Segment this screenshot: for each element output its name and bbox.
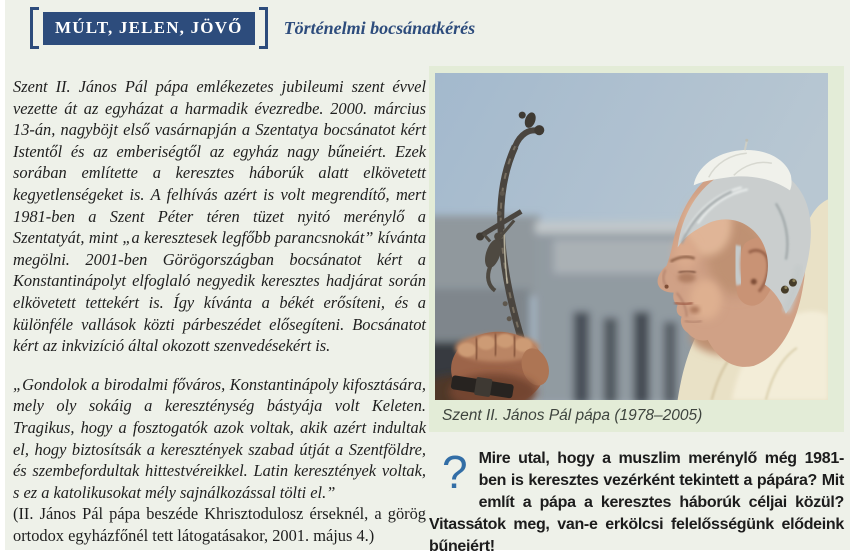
right-bracket-decoration xyxy=(259,7,268,49)
article-quote: „Gondolok a birodalmi főváros, Konstantinápoly kifosztására, mely oly sokáig a kereszténység bástyája volt Keleten. Tragikus, hogy a fosztogatók azok voltak, akik azért indultak el, hogy biztosítsák a keresztények szabad útját a Szentföldre, és szembefordultak hittestvéreikkel. Latin keresztények voltak, s ez a katolikusokat mély sajnálkozással tölti el.” xyxy=(13,374,426,502)
question-mark-icon: ? xyxy=(442,446,468,498)
question-block xyxy=(429,448,844,558)
pope-photo-illustration xyxy=(435,73,828,400)
article-citation: (II. János Pál pápa beszéde Khrisztodulosz érseknél, a görög ortodox egyházfőnél tett látogatásakor, 2001. május 4.) xyxy=(13,504,426,545)
section-header xyxy=(30,7,475,49)
figure-caption: Szent II. János Pál pápa (1978–2005) xyxy=(442,407,703,424)
pope-photo xyxy=(435,73,828,400)
section-subtitle: Történelmi bocsánatkérés xyxy=(283,17,476,38)
article-paragraph: Szent II. János Pál pápa emlékezetes jubileumi szent évvel vezette át az egyházat a harmadik évezredbe. 2000. március 13-án, nagyböjt első vasárnapján a Szentatya bocsánatot kért Istentől és az emberiségtől az egyház nagy bűneiért. Ezek sorában említette a keresztes háborúk alatt elkövetett kegyetlenségeket is. A felhívás azért is volt megrendítő, mert 1981-ben a Szent Péter téren tüzet nyitó merénylő a Szentatyát, mint „a keresztesek legfőbb parancsnokát” kívánta megölni. 2001-ben Görögországban bocsánatot kért a Konstantinápolyt elfoglaló negyedik keresztes hadjárat során elkövetett tettekért is. Így kívánta a békét erősíteni, és a különféle vallások közti párbeszédet elősegíteni. Bocsánatot kért az inkvizíció által okozott szenvedésekért is. xyxy=(13,77,426,356)
section-badge: MÚLT, JELEN, JÖVŐ xyxy=(43,12,255,45)
article-column xyxy=(13,76,426,546)
left-bracket-decoration xyxy=(30,7,39,49)
figure-panel xyxy=(429,66,844,432)
question-text: Mire utal, hogy a muszlim merénylő még 1981-ben is keresztes vezérként tekintett a pápára? Mit említ a pápa a keresztes háborúk céljai közül? Vitassátok meg, van-e erkölcsi felelősségünk elődeink bűneiért! xyxy=(429,450,844,555)
